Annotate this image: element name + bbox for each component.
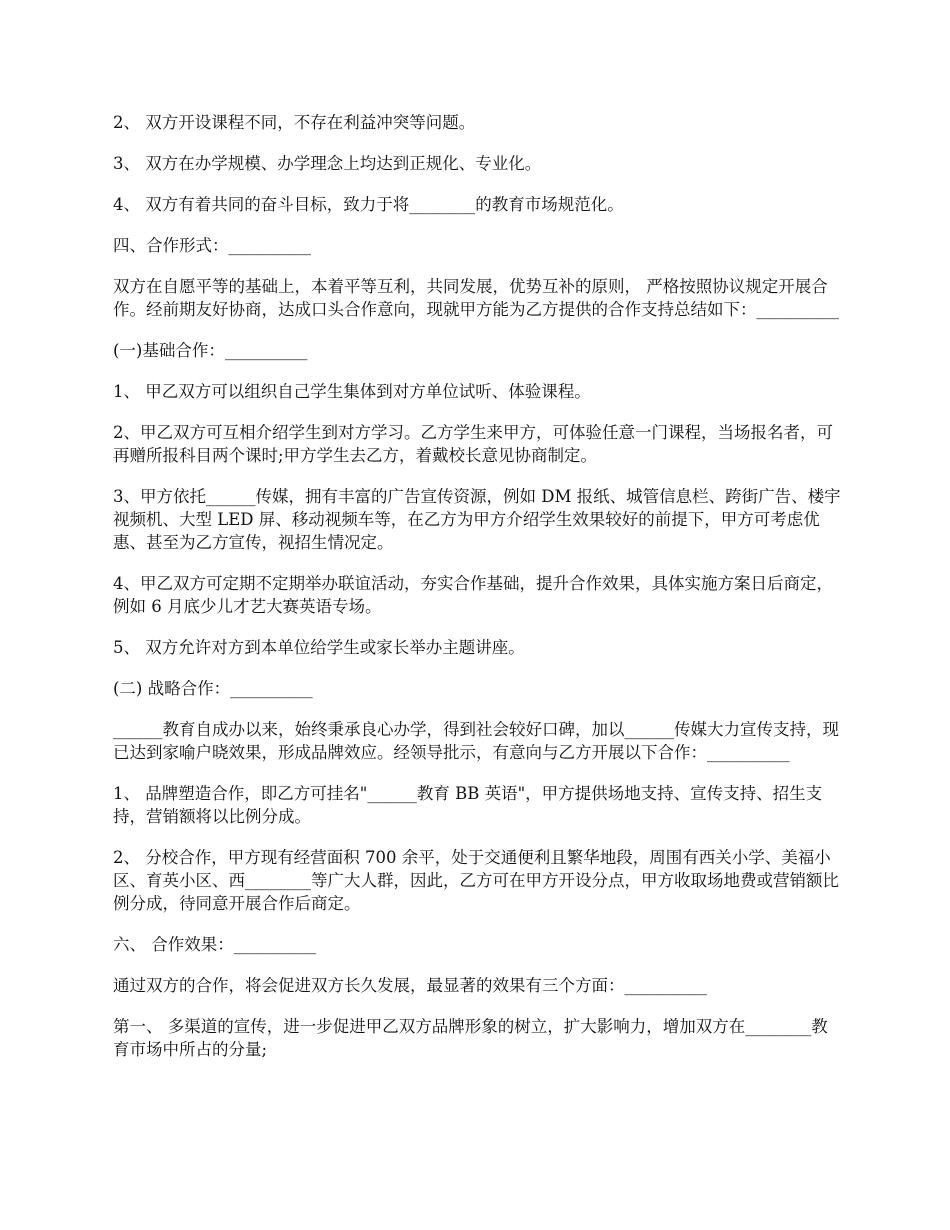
paragraph-point-3: 3、 双方在办学规模、办学理念上均达到正规化、专业化。 — [113, 154, 542, 173]
paragraph-basic-item-3: 3、甲方依托______传媒，拥有丰富的广告宣传资源，例如 DM 报纸、城管信息栏、跨街广告、楼宇视频机、大型 LED 屏、移动视频车等，在乙方为甲方介绍学生效果较好的前提下，甲方可考虑优惠、甚至为乙方宣传，视招生情况定。 — [113, 487, 841, 552]
paragraph-effect-first: 第一、 多渠道的宣传，进一步促进甲乙双方品牌形象的树立，扩大影响力，增加双方在________教育市场中所占的分量; — [113, 1017, 828, 1059]
paragraph-effect-intro: 通过双方的合作，将会促进双方长久发展，最显著的效果有三个方面：__________ — [113, 976, 707, 995]
paragraph-point-2: 2、 双方开设课程不同，不存在利益冲突等问题。 — [113, 113, 476, 132]
paragraph-strategic-item-2: 2、 分校合作，甲方现有经营面积 700 余平，处于交通便利且繁华地段，周围有西关小学、美福小区、育英小区、西________等广大人群，因此，乙方可在甲方开设分点，甲方收取场地费或营销额比例分成，待同意开展合作后商定。 — [113, 848, 839, 913]
paragraph-basic-item-1: 1、 甲乙双方可以组织自己学生集体到对方单位试听、体验课程。 — [113, 382, 591, 401]
paragraph-basic-item-4: 4、甲乙双方可定期不定期举办联谊活动，夯实合作基础，提升合作效果，具体实施方案日后商定，例如 6 月底少儿才艺大赛英语专场。 — [113, 574, 833, 616]
subheading-basic-cooperation: (一)基础合作：__________ — [113, 341, 308, 360]
paragraph-strategic-item-1: 1、 品牌塑造合作，即乙方可挂名"______教育 BB 英语"，甲方提供场地支持、宣传支持、招生支持，营销额将以比例分成。 — [113, 784, 823, 826]
paragraph-basic-item-2: 2、甲乙双方可互相介绍学生到对方学习。乙方学生来甲方，可体验任意一门课程，当场报名者，可再赠所报科目两个课时;甲方学生去乙方，着戴校长意见协商制定。 — [113, 423, 833, 465]
paragraph-basic-item-5: 5、 双方允许对方到本单位给学生或家长举办主题讲座。 — [113, 638, 525, 657]
subheading-strategic-cooperation: (二) 战略合作：__________ — [113, 679, 313, 698]
paragraph-cooperation-intro: 双方在自愿平等的基础上，本着平等互利，共同发展，优势互补的原则， 严格按照协议规定开展合作。经前期友好协商，达成口头合作意向，现就甲方能为乙方提供的合作支持总结如下：__________ — [113, 277, 839, 319]
section-heading-cooperation-effect: 六、 合作效果：__________ — [113, 935, 317, 954]
section-heading-cooperation-form: 四、合作形式：__________ — [113, 236, 311, 255]
paragraph-strategic-intro: ______教育自成办以来，始终秉承良心办学，得到社会较好口碑，加以______传媒大力宣传支持，现已达到家喻户晓效果，形成品牌效应。经领导批示，有意向与乙方开展以下合作：__________ — [113, 720, 839, 762]
paragraph-point-4: 4、 双方有着共同的奋斗目标，致力于将________的教育市场规范化。 — [113, 195, 624, 214]
document-page — [113, 111, 843, 1079]
